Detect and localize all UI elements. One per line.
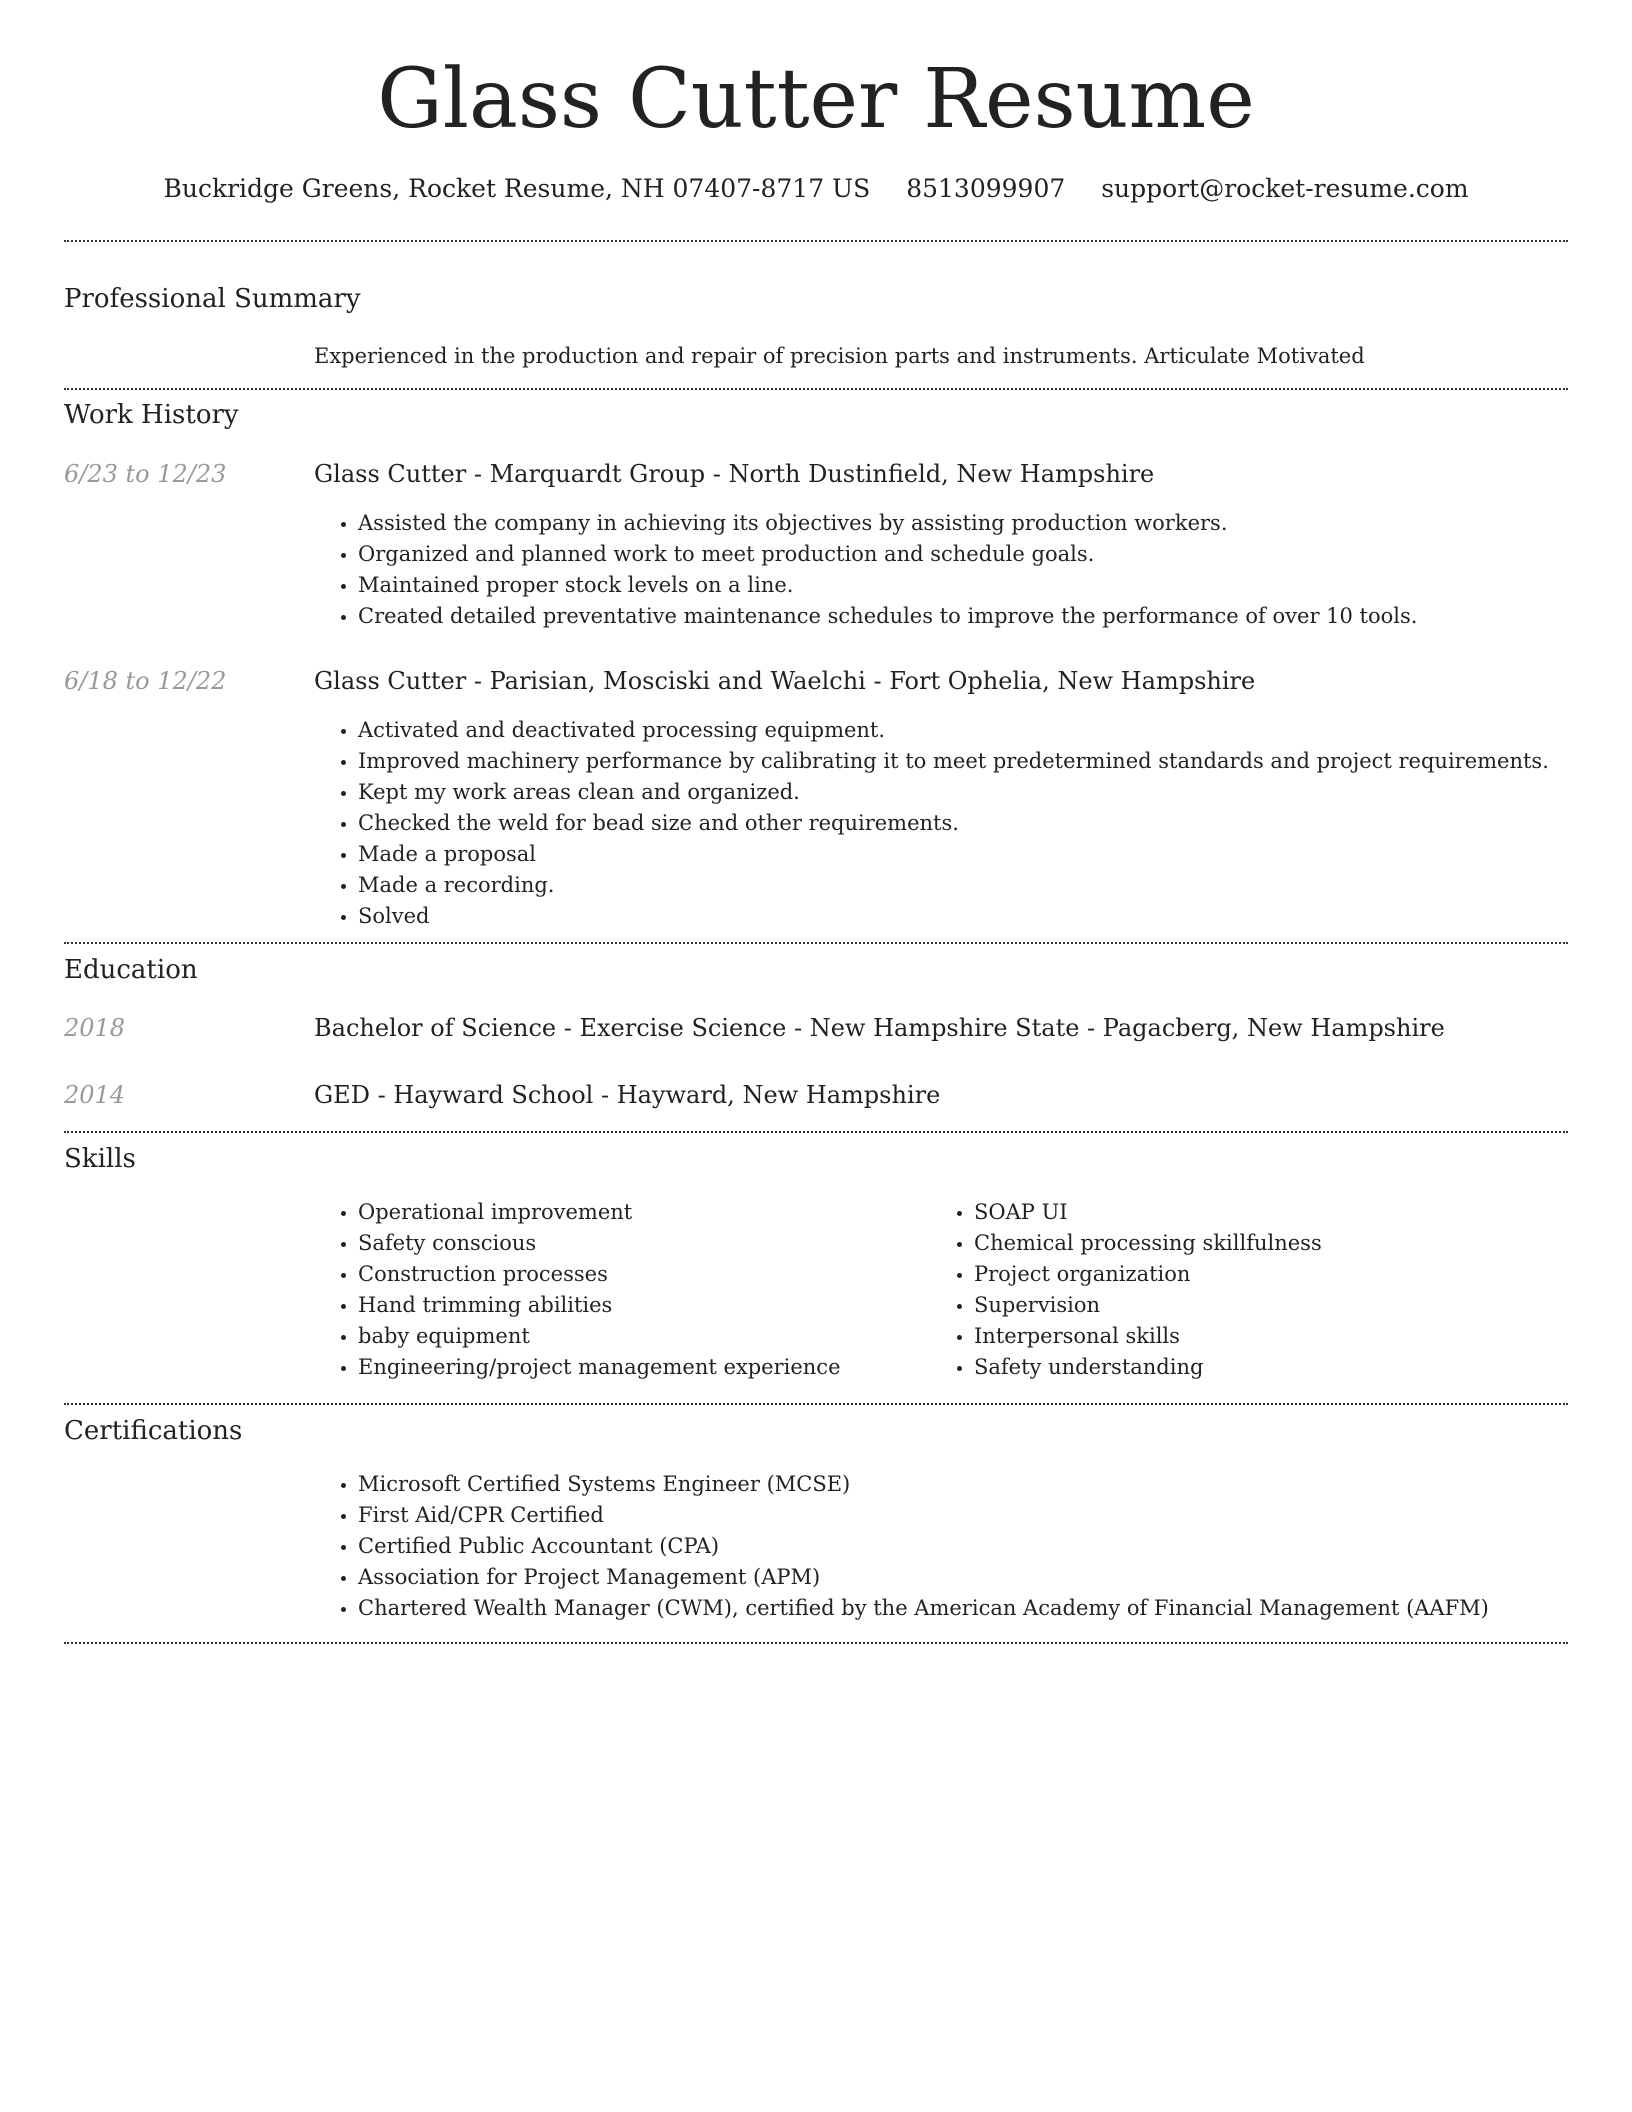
list-item: • Safety conscious: [358, 1228, 841, 1259]
contact-line: [0, 172, 1632, 206]
divider: [64, 388, 1568, 390]
list-item: • Organized and planned work to meet production and schedule goals.: [358, 539, 1417, 570]
education-entry: Bachelor of Science - Exercise Science - New Hampshire State - Pagacberg, New Hampshire: [314, 1014, 1445, 1042]
education-year: 2018: [64, 1014, 126, 1042]
divider: [64, 1131, 1568, 1133]
section-heading-skills: Skills: [64, 1144, 136, 1174]
education-year: 2014: [64, 1081, 126, 1109]
list-item: • Microsoft Certified Systems Engineer (MCSE): [358, 1469, 1489, 1500]
job-title: Glass Cutter - Parisian, Mosciski and Waelchi - Fort Ophelia, New Hampshire: [314, 667, 1256, 695]
section-heading-education: Education: [64, 955, 198, 985]
list-item: • Construction processes: [358, 1259, 841, 1290]
list-item: • baby equipment: [358, 1321, 841, 1352]
divider: [64, 942, 1568, 944]
list-item: • Kept my work areas clean and organized.: [358, 777, 1549, 808]
job-title: Glass Cutter - Marquardt Group - North Dustinfield, New Hampshire: [314, 460, 1155, 488]
skills-list-right: [930, 1197, 1322, 1383]
list-item: • Project organization: [974, 1259, 1322, 1290]
education-entry: GED - Hayward School - Hayward, New Hampshire: [314, 1081, 941, 1109]
list-item: • Maintained proper stock levels on a line.: [358, 570, 1417, 601]
job-dates: 6/18 to 12/22: [64, 667, 227, 695]
contact-email: support@rocket-resume.com: [1101, 174, 1469, 203]
list-item: • Created detailed preventative maintenance schedules to improve the performance of over 10 tools.: [358, 601, 1417, 632]
contact-phone: 8513099907: [906, 174, 1066, 203]
list-item: • Association for Project Management (APM): [358, 1562, 1489, 1593]
job-dates: 6/23 to 12/23: [64, 460, 227, 488]
list-item: • Activated and deactivated processing equipment.: [358, 715, 1549, 746]
list-item: • Safety understanding: [974, 1352, 1322, 1383]
list-item: • SOAP UI: [974, 1197, 1322, 1228]
list-item: • Checked the weld for bead size and other requirements.: [358, 808, 1549, 839]
page-title: Glass Cutter Resume: [377, 52, 1255, 147]
list-item: • Interpersonal skills: [974, 1321, 1322, 1352]
divider: [64, 1642, 1568, 1644]
list-item: • Certified Public Accountant (CPA): [358, 1531, 1489, 1562]
list-item: • Improved machinery performance by calibrating it to meet predetermined standards and project requirements.: [358, 746, 1549, 777]
list-item: • Engineering/project management experience: [358, 1352, 841, 1383]
section-heading-summary: Professional Summary: [64, 284, 361, 314]
list-item: • Chartered Wealth Manager (CWM), certified by the American Academy of Financial Management (AAFM): [358, 1593, 1489, 1624]
section-heading-certifications: Certifications: [64, 1416, 243, 1446]
list-item: • Assisted the company in achieving its objectives by assisting production workers.: [358, 508, 1417, 539]
certifications-list: [314, 1469, 1489, 1624]
list-item: • Made a recording.: [358, 870, 1549, 901]
section-heading-work: Work History: [64, 400, 239, 430]
list-item: • Supervision: [974, 1290, 1322, 1321]
list-item: • Solved: [358, 901, 1549, 932]
divider: [64, 240, 1568, 242]
summary-text: Experienced in the production and repair of precision parts and instruments. Articulate Motivated: [314, 344, 1365, 368]
list-item: • Operational improvement: [358, 1197, 841, 1228]
job-bullets: [314, 715, 1549, 932]
divider: [64, 1403, 1568, 1405]
job-bullets: [314, 508, 1417, 632]
contact-address: Buckridge Greens, Rocket Resume, NH 07407-8717 US: [163, 174, 871, 203]
list-item: • Chemical processing skillfulness: [974, 1228, 1322, 1259]
skills-list-left: [314, 1197, 841, 1383]
list-item: • Hand trimming abilities: [358, 1290, 841, 1321]
list-item: • Made a proposal: [358, 839, 1549, 870]
list-item: • First Aid/CPR Certified: [358, 1500, 1489, 1531]
